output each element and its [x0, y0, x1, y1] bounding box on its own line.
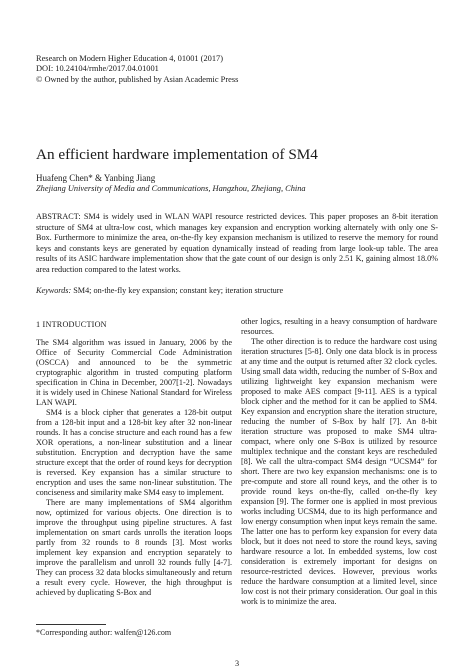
journal-citation: Research on Modern Higher Education 4, 01001 (2017)	[36, 54, 223, 63]
paragraph-continued: other logics, resulting in a heavy consumption of hardware resources.	[241, 317, 437, 337]
paragraph: There are many implementations of SM4 algorithm now, optimized for various objects. One direction is to improve the throughput using pipeline structures. A fast implementation on smart cards unrolls the iteration loops partly from 32 rounds to 8 rounds [3]. Most works implement key expansion and encryption separately to improve the parallelism and unroll 32 rounds fully [4-7]. They can process 32 data blocks simultaneously and return a result every cycle. However, the high throughput is achieved by duplicating S-Box and	[36, 498, 232, 598]
footnote-rule	[36, 624, 106, 625]
left-column	[36, 320, 232, 598]
keywords	[36, 286, 438, 297]
right-column	[241, 317, 437, 607]
paragraph: SM4 is a block cipher that generates a 128-bit output from a 128-bit input and a 128-bit key after 32 non-linear rounds. It has a concise structure and each round has a few XOR operations, a non-linear substitution and a linear substitution. Encryption and decryption have the same structure except that the order of round keys for decryption is reversed. Key expansion has a similar structure to encryption and uses the same non-linear substitution. The conciseness and similarity make SM4 easy to implement.	[36, 408, 232, 498]
abstract-label: ABSTRACT:	[36, 212, 81, 221]
journal-header	[36, 54, 238, 85]
paragraph: The SM4 algorithm was issued in January, 2006 by the Office of Security Commercial Code Administration (OSCCA) and announced to be the symmetric cryptographic algorithm in trusted computing platform specification in China in December, 2007[1-2]. Nowadays it is widely used in Chinese National Standard for Wireless LAN WAPI.	[36, 338, 232, 408]
abstract-text: SM4 is widely used in WLAN WAPI resource restricted devices. This paper proposes an 8-bit iteration structure of SM4 at ultra-low cost, which manages key expansion and encryption working alternately with only one S-Box. Furthermore to minimize the area, on-the-fly key expansion mechanism is utilized to reserve the memory for round keys and constants keys are generated by equation dynamically instead of reading from large look-up table. The area results of its ASIC hardware implementation show that the gate count of our design is only 2.51 K, gaining almost 18.0% area reduction compared to the latest works.	[36, 212, 439, 274]
journal-copyright: © Owned by the author, published by Asian Academic Press	[36, 74, 239, 84]
keywords-label: Keywords:	[36, 286, 72, 295]
paper-title: An efficient hardware implementation of SM4	[36, 146, 318, 163]
page-number: 3	[234, 659, 240, 668]
paragraph: The other direction is to reduce the hardware cost using iteration structures [5-8]. Only one data block is in process at any time and the output is returned after 32 clock cycles. Using small data width, reducing the number of S-Box and utilizing lightweight key expansion mechanism were proposed to make AES compact [9-11]. AES is a typical block cipher and the method for it can be applied to SM4. Key expansion and encryption share the iteration structure, reducing the number of S-Box by half [7]. An 8-bit iteration structure was proposed to make SM4 ultra-compact, where only one S-Box is utilized by resource multiplex technique and the constant keys are rescheduled [8]. We call the ultra-compact SM4 design “UCSM4” for short. There are two key expansion mechanisms: one is to pre-compute and store all round keys, and the other is to provide round keys on-the-fly, called on-the-fly key expansion [9]. The former one is applied in most previous works including UCSM4, due to its high performance and low energy consumption when input keys remain the same. The latter one has to perform key expansion for every data block, but it does not need to store the round keys, saving hardware resource a lot. In embedded systems, low cost consideration is extremely important for designs on resource-restricted devices. However, previous works reduce the hardware consumption at a limited level, since low cost is not their primary consideration. Our goal in this work is to minimize the area.	[241, 337, 437, 607]
footnote: *Corresponding author: walfen@126.com	[36, 628, 172, 637]
section-heading: 1 INTRODUCTION	[36, 320, 107, 329]
abstract	[36, 212, 438, 276]
journal-doi: DOI: 10.24104/rmhe/2017.04.01001	[36, 64, 159, 74]
keywords-text: SM4; on-the-fly key expansion; constant key; iteration structure	[73, 286, 284, 295]
paper-affiliation: Zhejiang University of Media and Communications, Hangzhou, Zhejiang, China	[36, 184, 306, 193]
paper-authors: Huafeng Chen* & Yanbing Jiang	[36, 173, 156, 183]
